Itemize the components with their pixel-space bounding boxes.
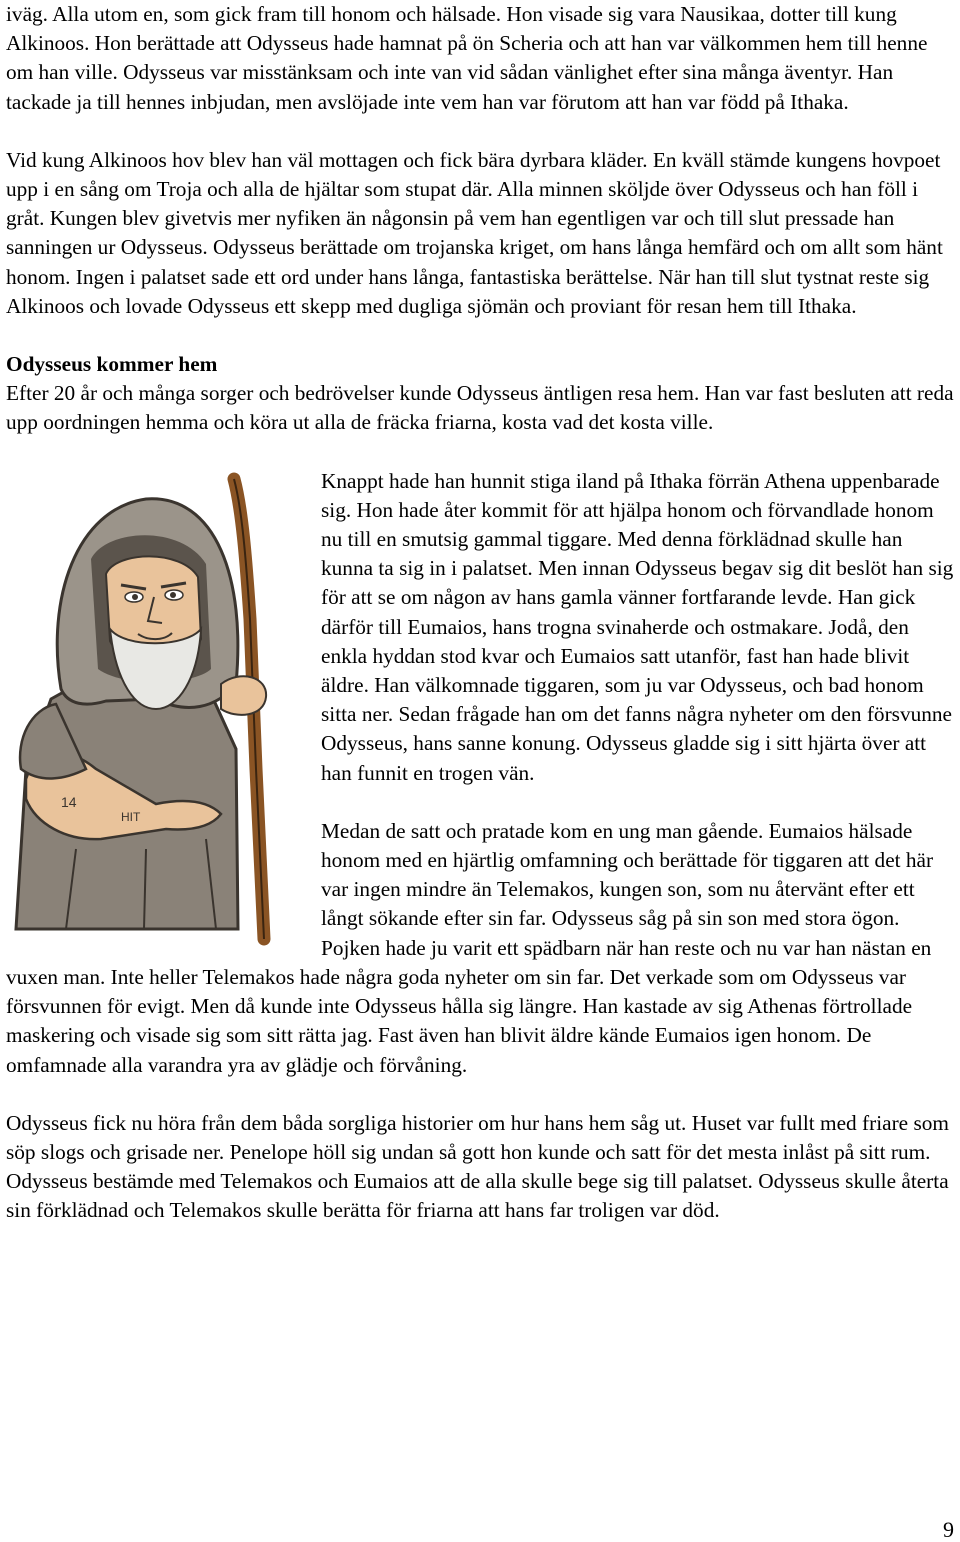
old-beggar-with-staff-icon: [6, 469, 306, 949]
document-page: [6, 0, 956, 1226]
old-beggar-illustration: [6, 469, 306, 949]
svg-text:14: 14: [61, 793, 77, 810]
paragraph-nausikaa: iväg. Alla utom en, som gick fram till honom och hälsade. Hon visade sig vara Nausikaa, dotter till kung Alkinoos. Hon berättade att Odysseus hade hamnat på ön Scheria och att han var välkommen hem till henne om han ville. Odysseus var misstänksam och inte van vid sådan vänlighet efter sina många äventyr. Han tackade ja till hennes inbjudan, men avslöjade inte vem han var förutom att han var född på Ithaka.: [6, 2, 928, 114]
paragraph-telemakos: Medan de satt och pratade kom en ung man gående. Eumaios hälsade honom med en hjärtlig omfamning och berättade för tiggaren att det här var ingen mindre än Telemakos, kungen son, som nu återvänt efter ett långt sökande efter sin far. Odysseus såg på sin son med stora ögon. Pojken hade ju varit ett spädbarn när han reste och nu var han nästan en vuxen man. Inte heller Telemakos hade några goda nyheter om sin far. Det verkade som om Odysseus var försvunnen för evigt. Men då kunde inte Odysseus hålla sig längre. Han kastade av sig Athenas förtrollade maskering och visade sig som sitt rätta jag. Fast även han blivit äldre kände Eumaios igen honom. De omfamnade alla varandra yra av glädje och förvåning.: [6, 818, 934, 1077]
paragraph-athena-disguise: Knappt hade han hunnit stiga iland på Ithaka förrän Athena uppenbarade sig. Hon hade åter kommit för att hjälpa honom och förvandlade honom nu till en smutsig gammal tiggare. Med denna förklädnad skulle han kunna ta sig in i palatset. Men innan Odysseus begav sig dit beslöt han sig för att se om någon av hans gamla vänner fortfarande levde. Han gick därför till Eumaios, hans trogna svinaherde och ostmakare. Jodå, den enkla hyddan stod kvar och Eumaios satt utanför, fast han hade blivit äldre. Han välkomnade tiggaren, som ju var Odysseus, och bad honom sitta ner. Sedan frågade han om det fanns några nyheter om den försvunne Odysseus, hans sanne konung. Odysseus gladde sig i sitt hjärta över att han funnit en trogen vän.: [321, 468, 954, 785]
page-number: 9: [943, 1517, 954, 1542]
figure-text-block: [6, 467, 956, 1080]
section-heading: Odysseus kommer hem: [6, 352, 218, 377]
paragraph-palace-plan: Odysseus fick nu höra från dem båda sorgliga historier om hur hans hem såg ut. Huset var fullt med friare som söp slogs och grisade ner. Penelope höll sig undan så gott hon kunde och satt för det mesta inlåst på sitt rum. Odysseus bestämde med Telemakos och Eumaios att de alla skulle bege sig till palatset. Odysseus skulle återta sin förklädnad och Telemakos skulle berätta för friarna att hans far troligen var död.: [6, 1110, 949, 1223]
paragraph-alkinoos-court: Vid kung Alkinoos hov blev han väl mottagen och fick bära dyrbara kläder. En kväll stämde kungens hovpoet upp i en sång om Troja och alla de hjältar som stupat där. Alla minnen sköljde över Odysseus och han föll i gråt. Kungen blev givetvis mer nyfiken än någonsin på vem han egentligen var och till slut pressade han sanningen ur Odysseus. Odysseus berättade om trojanska kriget, om hans långa hemfärd och om allt som hänt honom. Ingen i palatset sade ett ord under hans långa, fantastiska berättelse. När han till slut tystnat reste sig Alkinoos och lovade Odysseus ett skepp med dugliga sjömän och proviant för resan hem till Ithaka.: [6, 147, 943, 318]
paragraph-section-intro: Efter 20 år och många sorger och bedrövelser kunde Odysseus äntligen resa hem. Han var fast besluten att reda upp oordningen hemma och köra ut alla de fräcka friarna, kosta vad det kosta ville.: [6, 381, 954, 435]
svg-text:HIT: HIT: [121, 809, 141, 824]
